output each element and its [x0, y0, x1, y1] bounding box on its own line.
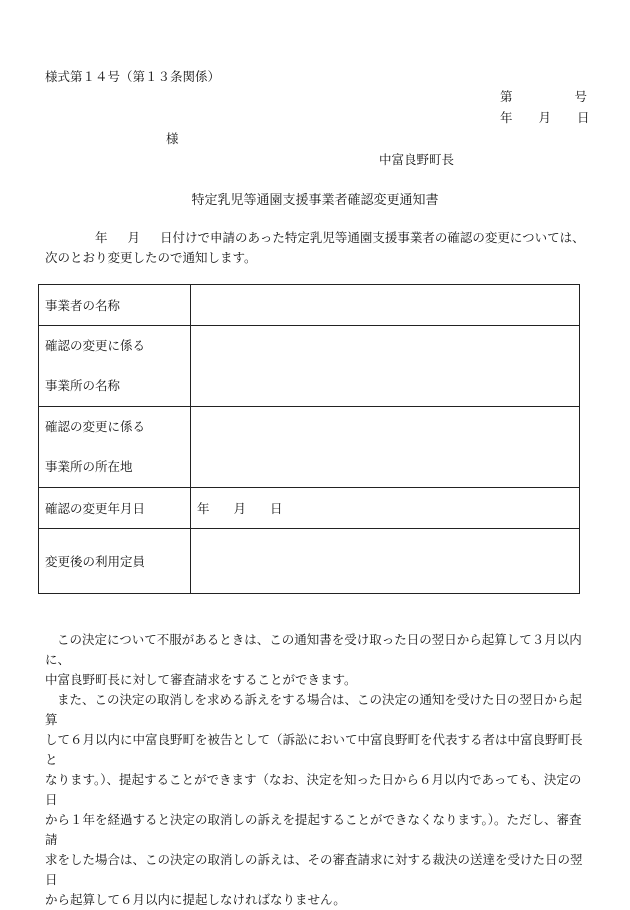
form-number: 様式第１４号（第１３条関係）: [45, 69, 221, 84]
business-name-field: [191, 285, 580, 326]
facility-name-label-2: 事業所の名称: [45, 378, 121, 393]
appeal-notice: [45, 630, 590, 910]
notice-para2-line5: 求をした場合は、この決定の取消しの訴えは、その審査請求に対する裁決の送達を受けた日の翌日: [45, 852, 583, 887]
doc-number-suffix: 号: [574, 89, 588, 104]
document-date: [500, 108, 590, 126]
issuer: 中富良野町長: [379, 152, 455, 167]
change-date-month: 月: [233, 501, 247, 516]
table-row: [39, 285, 580, 326]
change-date-field: [191, 488, 580, 529]
facility-address-label-1: 確認の変更に係る: [45, 419, 146, 434]
notice-para2-line6: から起算して６月以内に提起しなければなりません。: [45, 892, 346, 907]
notice-para2-line3: なります。）、提起することができます（なお、決定を知った日から６月以内であっても、決定の日: [45, 772, 582, 807]
document-number: [500, 87, 587, 105]
intro-year: 年: [95, 230, 108, 245]
facility-address-label-2: 事業所の所在地: [45, 459, 133, 474]
facility-name-label: [39, 326, 191, 407]
facility-address-label: [39, 407, 191, 488]
notice-para1-line1: この決定について不服があるときは、この通知書を受け取った日の翌日から起算して３月以内に、: [45, 632, 582, 667]
notice-para2-line1: また、この決定の取消しを求める訴えをする場合は、この決定の通知を受けた日の翌日から起算: [45, 692, 583, 727]
facility-name-field: [191, 326, 580, 407]
facility-name-label-1: 確認の変更に係る: [45, 338, 146, 353]
change-date-label: 確認の変更年月日: [39, 488, 191, 529]
intro-line-2: 次のとおり変更したので通知します。: [45, 250, 257, 265]
intro-line-1: [95, 228, 585, 246]
table-row: [39, 326, 580, 407]
intro-month: 月: [127, 230, 141, 245]
notice-para2-line4: から１年を経過すると決定の取消しの訴えを提起することができなくなります。）。ただし、審査請: [45, 812, 582, 847]
document-title: 特定乳児等通園支援事業者確認変更通知書: [191, 193, 439, 208]
date-month: 月: [538, 110, 552, 125]
notice-para1-line2: 中富良野町長に対して審査請求をすることができます。: [45, 672, 357, 687]
capacity-field: [191, 529, 580, 594]
intro-line-1-rest: 日付けで申請のあった特定乳児等通園支援事業者の確認の変更については、: [160, 230, 585, 245]
notice-para2-line2: して６月以内に中富良野町を被告として（訴訟において中富良野町を代表する者は中富良野町長と: [45, 732, 583, 767]
capacity-label: 変更後の利用定員: [39, 529, 191, 594]
facility-address-field: [191, 407, 580, 488]
change-date-day: 日: [270, 501, 283, 516]
change-date-year: 年: [197, 501, 210, 516]
table-row: [39, 488, 580, 529]
info-table: [38, 284, 580, 594]
date-year: 年: [500, 110, 513, 125]
business-name-label: 事業者の名称: [39, 285, 191, 326]
doc-number-prefix: 第: [500, 89, 513, 104]
table-row: [39, 529, 580, 594]
addressee: 様: [166, 131, 179, 146]
table-row: [39, 407, 580, 488]
date-day: 日: [577, 110, 590, 125]
